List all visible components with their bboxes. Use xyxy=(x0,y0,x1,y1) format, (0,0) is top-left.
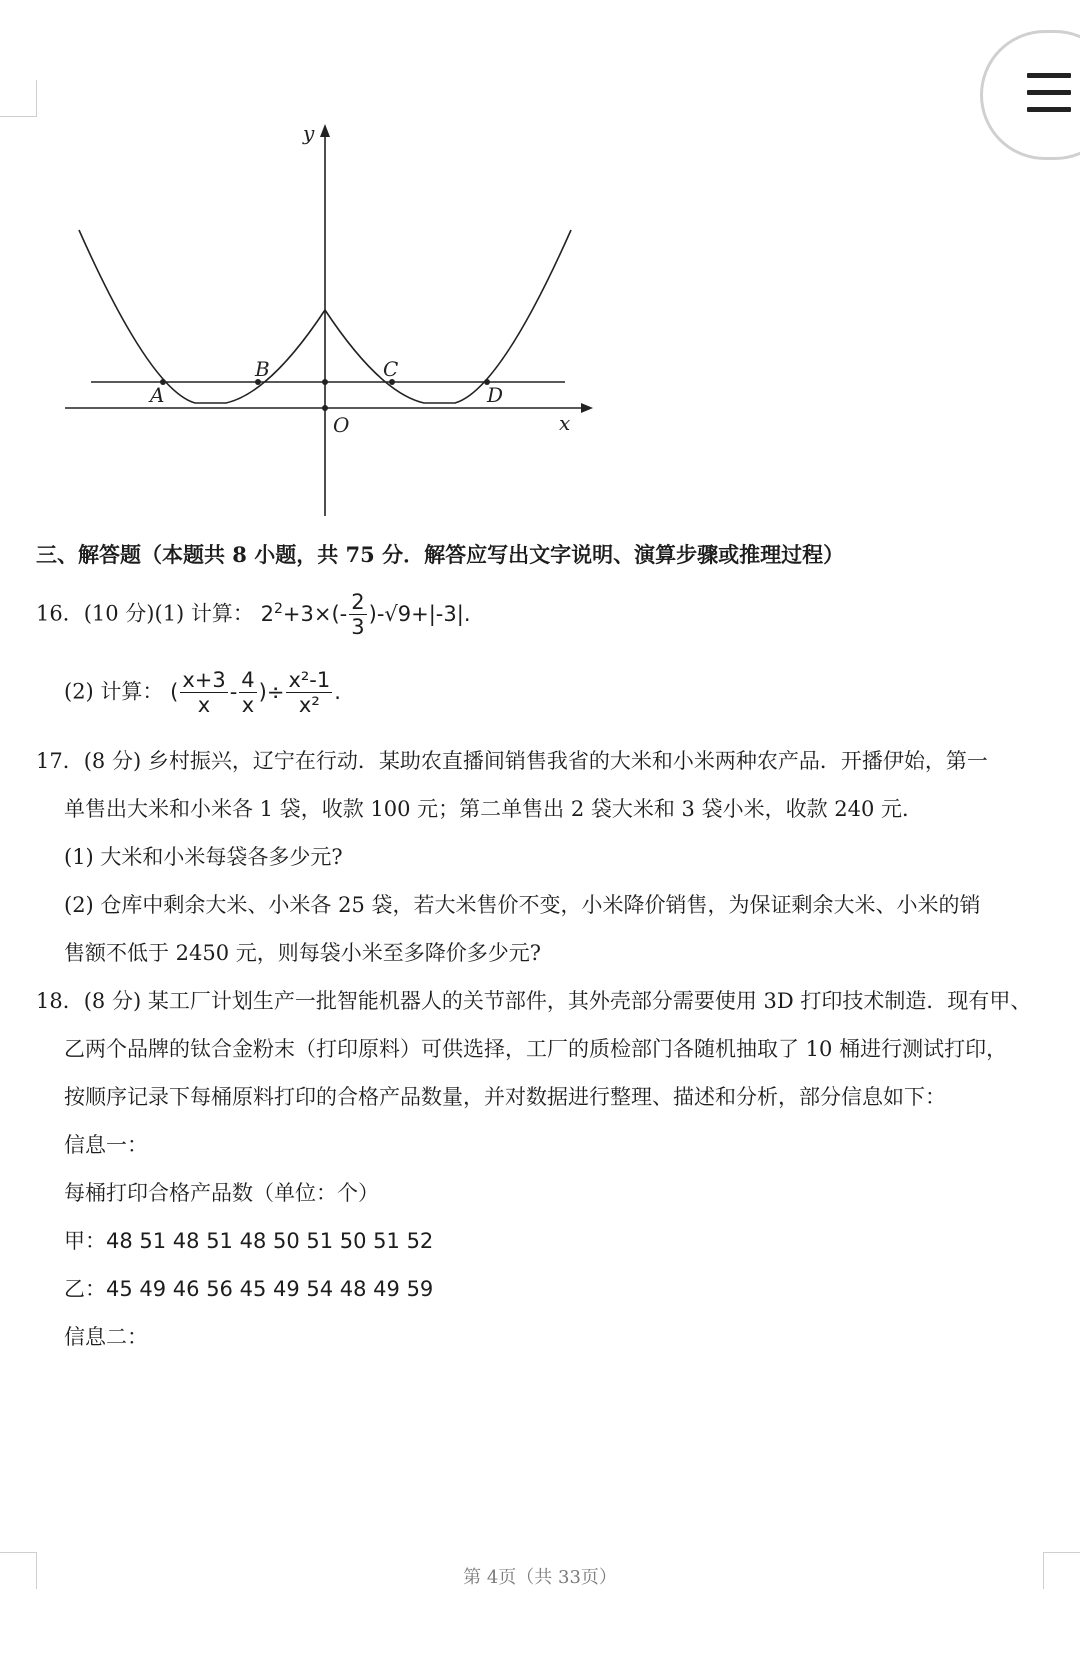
q16-tail: )-√9+|-3|. xyxy=(368,601,471,626)
point-origin xyxy=(322,405,328,411)
x-axis-arrow xyxy=(581,403,593,413)
q16-p2-den2: x xyxy=(241,693,255,717)
q16-exp: 2 xyxy=(274,600,283,617)
origin-label: O xyxy=(333,413,350,437)
q16-p2-frac2 xyxy=(239,668,256,717)
y-axis-arrow xyxy=(320,124,330,137)
q16-p2-end: . xyxy=(334,679,341,704)
q16-p2-lead: (2) 计算： xyxy=(64,679,164,704)
q16-p2-den3: x² xyxy=(298,693,320,717)
q18-info2: 信息二： xyxy=(64,1325,148,1349)
q16-expr2 xyxy=(170,668,341,717)
point-c-label: C xyxy=(383,357,399,381)
q17-line3: (1) 大米和小米每袋各多少元? xyxy=(64,845,343,869)
function-graph xyxy=(55,118,595,518)
q17-line5: 售额不低于 2450 元，则每袋小米至多降价多少元? xyxy=(64,941,542,965)
q16-part2 xyxy=(64,668,341,717)
q16-p2-num2: 4 xyxy=(241,668,255,692)
q16-p2-frac3 xyxy=(286,668,332,717)
curve-right xyxy=(325,230,571,403)
q18-line1: 18．(8 分) 某工厂计划生产一批智能机器人的关节部件，其外壳部分需要使用 3D 打印技术制造．现有甲、 xyxy=(36,989,1032,1013)
page-corner-mark xyxy=(0,80,37,117)
q16-frac-num: 2 xyxy=(351,590,365,614)
y-axis-label: y xyxy=(303,121,315,145)
q16-p2-minus: - xyxy=(229,679,238,704)
q18-jia-data: 甲：48 51 48 51 48 50 51 50 51 52 xyxy=(64,1229,434,1253)
point-center xyxy=(322,379,328,385)
q16-p2-num3: x²-1 xyxy=(288,668,331,692)
q17-line2: 单售出大米和小米各 1 袋，收款 100 元；第二单售出 2 袋大米和 3 袋小米，收款 240 元． xyxy=(64,797,923,821)
q16-base: 2 xyxy=(260,601,274,626)
q18-info1: 信息一： xyxy=(64,1133,148,1157)
section-heading: 三、解答题（本题共 8 小题，共 75 分．解答应写出文字说明、演算步骤或推理过程） xyxy=(36,542,845,567)
menu-button[interactable] xyxy=(980,30,1080,160)
q18-yi-data: 乙：45 49 46 56 45 49 54 48 49 59 xyxy=(64,1277,434,1301)
curve-left xyxy=(79,230,325,403)
q16-p2-den1: x xyxy=(197,693,211,717)
q18-line3: 按顺序记录下每桶原料打印的合格产品数量，并对数据进行整理、描述和分析，部分信息如下： xyxy=(64,1085,946,1109)
page-footer: 第 4页（共 33页） xyxy=(463,1567,617,1588)
x-axis-label: x xyxy=(559,411,571,435)
menu-icon xyxy=(1027,73,1071,124)
q17-line1: 17．(8 分) 乡村振兴，辽宁在行动．某助农直播间销售我省的大米和小米两种农产品．开播伊始，第一 xyxy=(36,749,988,773)
q16-p2-open: ( xyxy=(170,679,179,704)
q18-line2: 乙两个品牌的钛合金粉末（打印原料）可供选择，工厂的质检部门各随机抽取了 10 桶进行测试打印， xyxy=(64,1037,1008,1061)
q18-unit: 每桶打印合格产品数（单位：个） xyxy=(64,1181,379,1205)
q16-expr1 xyxy=(260,590,471,639)
q16-p2-num1: x+3 xyxy=(182,668,226,692)
point-d-label: D xyxy=(487,383,504,407)
point-b-label: B xyxy=(255,357,270,381)
q16-lead: 16．(10 分)(1) 计算： xyxy=(36,601,254,626)
q17-line4: (2) 仓库中剩余大米、小米各 25 袋，若大米售价不变，小米降价销售，为保证剩余大米、小米的销 xyxy=(64,893,981,917)
q16-fraction xyxy=(349,590,366,639)
point-a-label: A xyxy=(150,383,165,407)
q16-frac-den: 3 xyxy=(351,615,365,639)
q16-p2-frac1 xyxy=(180,668,227,717)
q16-part1 xyxy=(36,590,471,639)
q16-p2-close: )÷ xyxy=(258,679,285,704)
q16-mid: +3×(- xyxy=(282,601,348,626)
